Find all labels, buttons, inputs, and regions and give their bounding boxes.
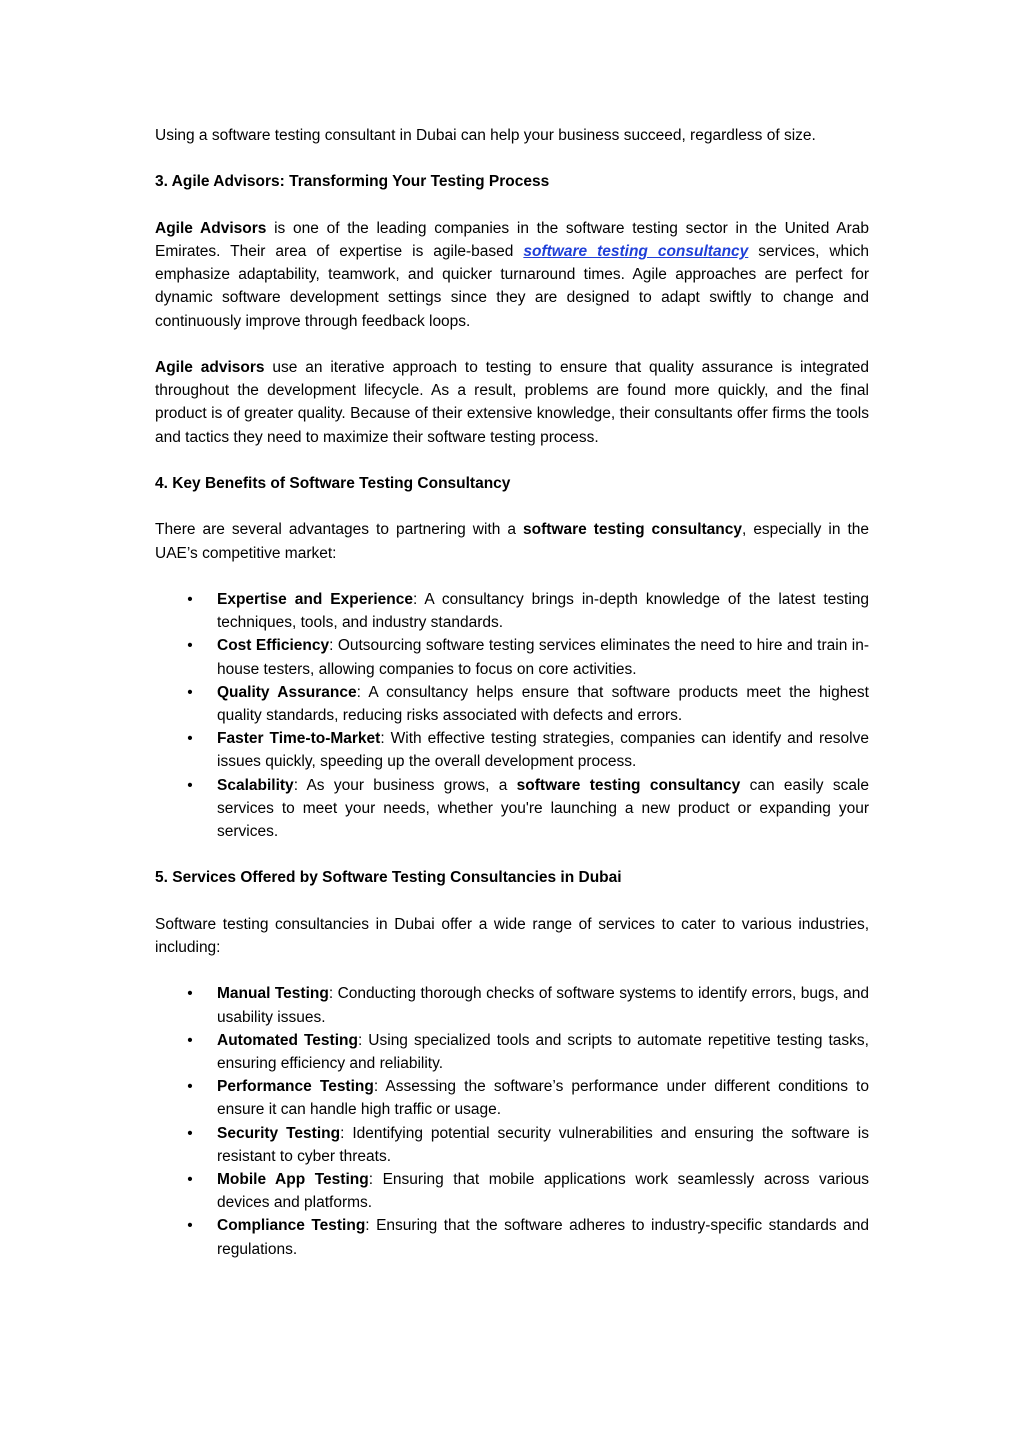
bullet-icon: • [187, 730, 193, 748]
list-item-term: Scalability [217, 776, 294, 794]
list-item-term: Cost Efficiency [217, 637, 330, 655]
list-item-term: Automated Testing [217, 1031, 358, 1049]
bullet-icon: • [187, 1078, 193, 1096]
list-item [155, 982, 869, 1028]
list-item [155, 1122, 869, 1168]
services-intro-paragraph: Software testing consultancies in Dubai offer a wide range of services to cater to various industries, including: [155, 915, 869, 956]
list-item-text: : Ensuring that the software adheres to industry-specific standards and regulations. [217, 1217, 869, 1258]
list-item [155, 634, 869, 680]
bullet-icon: • [187, 1031, 193, 1049]
list-item [155, 1168, 869, 1214]
bullet-icon: • [187, 637, 193, 655]
list-item-term: Expertise and Experience [217, 590, 413, 608]
agile-advisors-text-2: services, which emphasize adaptability, teamwork, and quicker turnaround times. Agile approaches are perfect for dynamic software development settings since they are designed to adapt swiftly to change and continuously improve through feedback loops. [155, 242, 869, 330]
intro-paragraph: Using a software testing consultant in Dubai can help your business succeed, regardless of size. [155, 127, 816, 144]
list-item-term: Mobile App Testing [217, 1171, 369, 1188]
benefits-intro-bold: software testing consultancy [522, 521, 742, 539]
list-item-text: : Using specialized tools and scripts to automate repetitive testing tasks, ensuring efficiency and reliability. [217, 1031, 869, 1072]
list-item [155, 727, 869, 773]
list-item-term: Quality Assurance [217, 683, 357, 701]
bullet-icon: • [187, 1171, 193, 1188]
bullet-icon: • [187, 1124, 193, 1142]
list-item-text: : Ensuring that mobile applications work seamlessly across various devices and platforms. [217, 1171, 870, 1212]
services-list [155, 982, 869, 1260]
benefits-list [155, 588, 869, 843]
agile-advisors-bold: Agile Advisors [155, 219, 267, 237]
agile-advisors-text-1: is one of the leading companies in the software testing sector in the United Arab Emirates. Their area of expertise is agile-based [155, 219, 869, 260]
agile-iterative-text: use an iterative approach to testing to ensure that quality assurance is integrated throughout the development lifecycle. As a result, problems are found more quickly, and the final product is of greater quality. Because of their extensive knowledge, their consultants offer firms the tools and tactics they need to maximize their software testing process. [155, 358, 869, 446]
software-testing-consultancy-link[interactable]: software testing consultancy [523, 242, 749, 260]
list-item-term: Faster Time-to-Market [217, 730, 381, 748]
list-item-text: : As your business grows, a [293, 776, 517, 794]
list-item-text: : A consultancy brings in-depth knowledge of the latest testing techniques, tools, and industry standards. [217, 590, 870, 632]
list-item [155, 1075, 869, 1121]
list-item [155, 681, 869, 727]
document-page [155, 124, 869, 1261]
benefits-intro-paragraph [155, 518, 869, 564]
section-5-heading: 5. Services Offered by Software Testing Consultancies in Dubai [155, 869, 622, 887]
agile-iterative-paragraph [155, 356, 869, 449]
bullet-icon: • [187, 985, 193, 1003]
list-item-text: : Identifying potential security vulnerabilities and ensuring the software is resistant to cyber threats. [217, 1124, 870, 1165]
list-item-text: can easily scale services to meet your needs, whether you're launching a new product or expanding your services. [217, 776, 869, 840]
bullet-icon: • [187, 590, 193, 608]
list-item [155, 1214, 869, 1260]
benefits-intro-text-2: , especially in the UAE’s competitive market: [155, 521, 870, 562]
list-item [155, 588, 869, 634]
list-item-term: Security Testing [217, 1124, 341, 1142]
list-item-term: Compliance Testing [217, 1217, 366, 1235]
bullet-icon: • [187, 683, 193, 701]
list-item-text: : With effective testing strategies, companies can identify and resolve issues quickly, speeding up the overall development process. [217, 730, 869, 771]
list-item-text: : Conducting thorough checks of software systems to identify errors, bugs, and usability issues. [217, 985, 869, 1026]
agile-advisors-paragraph [155, 217, 869, 333]
list-item [155, 1029, 869, 1075]
section-3-heading: 3. Agile Advisors: Transforming Your Testing Process [155, 173, 550, 191]
bullet-icon: • [187, 776, 193, 794]
list-item-text: : Assessing the software’s performance under different conditions to ensure it can handle high traffic or usage. [217, 1078, 869, 1119]
section-4-heading: 4. Key Benefits of Software Testing Consultancy [155, 474, 511, 492]
list-item-bold: software testing consultancy [516, 776, 741, 794]
agile-advisors-bold-2: Agile advisors [155, 358, 265, 376]
list-item-term: Performance Testing [217, 1078, 374, 1096]
list-item-text: : Outsourcing software testing services eliminates the need to hire and train in-house testers, allowing companies to focus on core activities. [217, 637, 869, 678]
list-item-term: Manual Testing [217, 985, 329, 1003]
list-item [155, 774, 869, 844]
benefits-intro-text-1: There are several advantages to partnering with a [155, 521, 523, 539]
bullet-icon: • [187, 1217, 193, 1235]
list-item-text: : A consultancy helps ensure that software products meet the highest quality standards, reducing risks associated with defects and errors. [217, 683, 869, 724]
